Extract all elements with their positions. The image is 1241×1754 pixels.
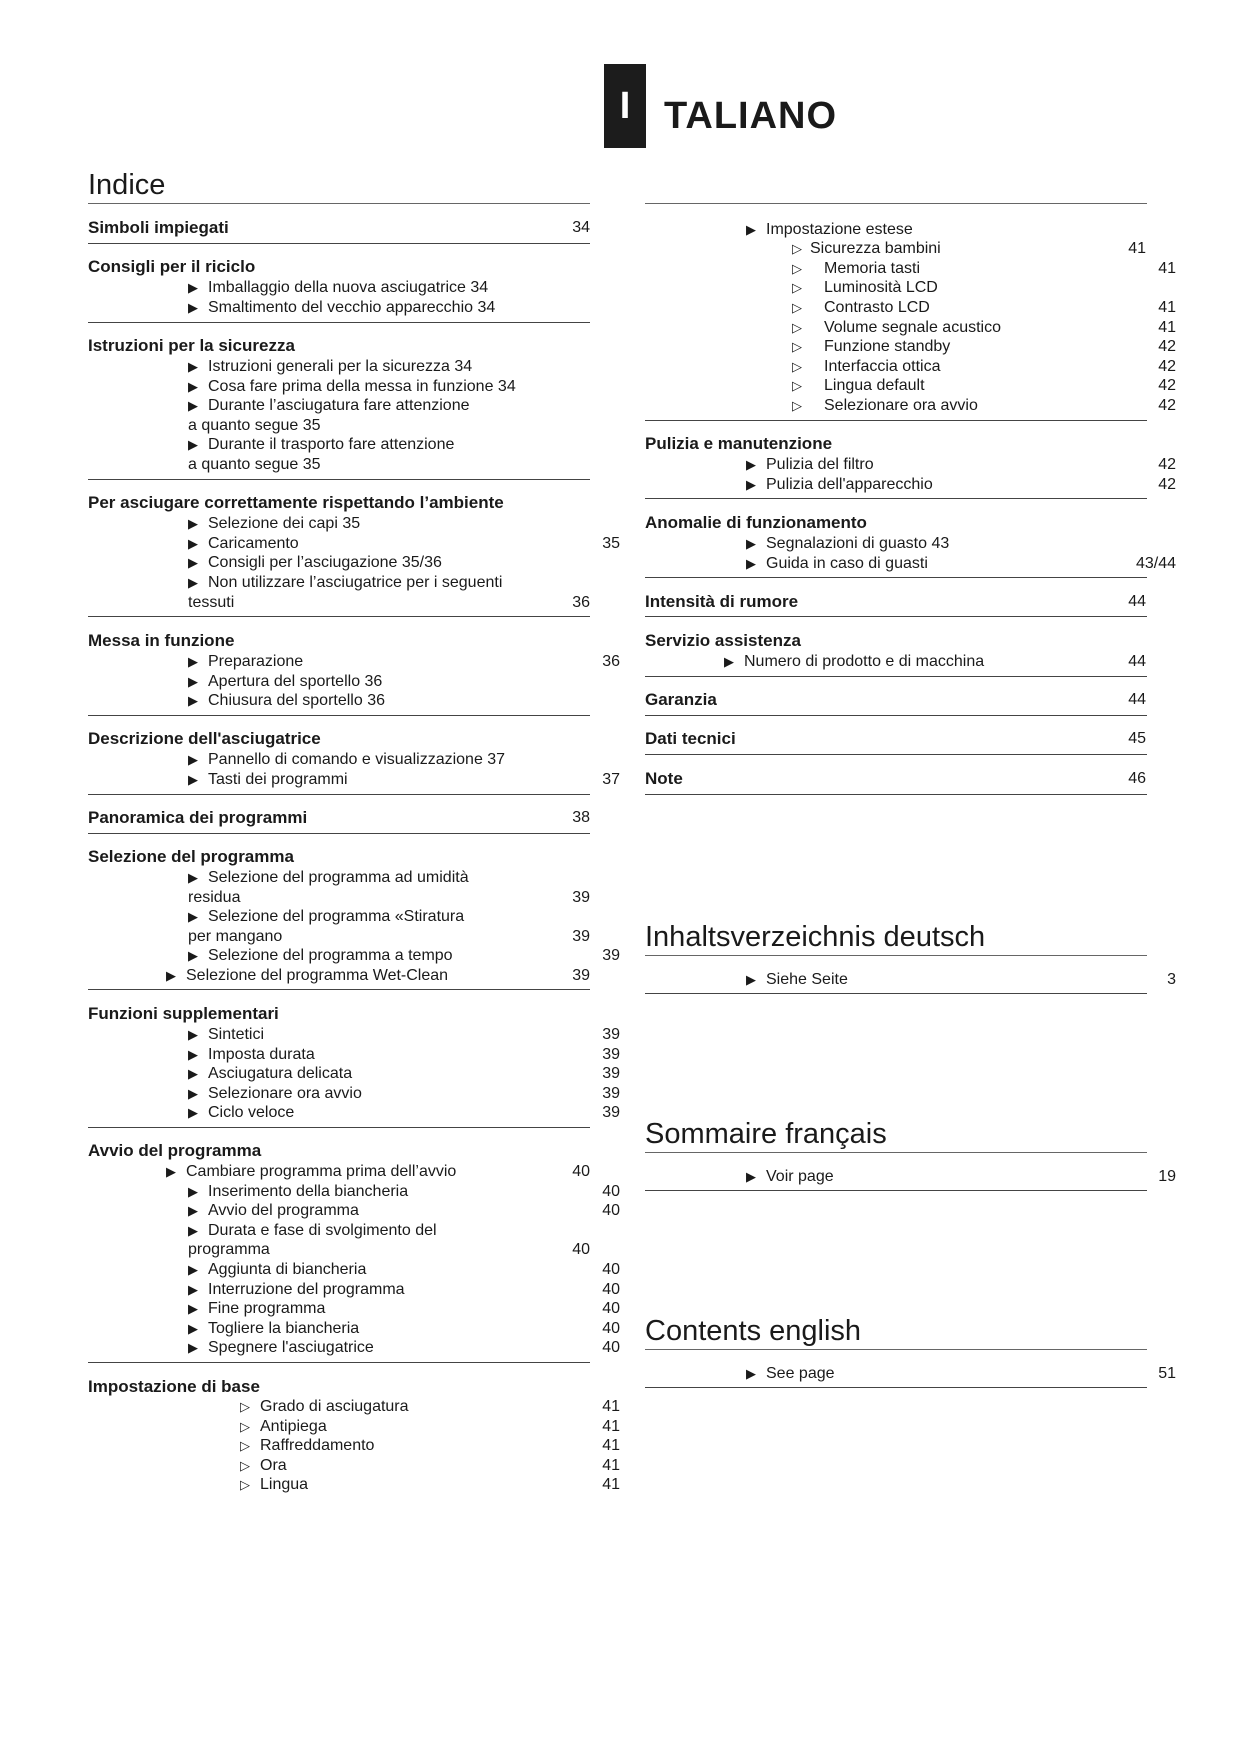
page-number: 39: [602, 1065, 620, 1082]
toc-item[interactable]: ▶ See page: [746, 1365, 835, 1382]
toc-item[interactable]: ▶ Spegnere l'asciugatrice: [188, 1339, 374, 1356]
toc-item[interactable]: ▶ Sintetici: [188, 1026, 265, 1043]
toc-item[interactable]: ▶ Cosa fare prima della messa in funzione 34: [188, 378, 516, 395]
divider: [645, 1190, 1147, 1191]
divider: [645, 1349, 1147, 1350]
toc-item[interactable]: ▶ Pannello di comando e visualizzazione 37: [188, 751, 506, 768]
page-number: 40: [602, 1281, 620, 1298]
toc-item[interactable]: ▶ Pulizia del filtro: [746, 456, 874, 473]
toc-item[interactable]: ▶ Pulizia dell'apparecchio: [746, 476, 933, 493]
play-icon: ▶: [746, 536, 756, 551]
page-number: 39: [602, 1026, 620, 1043]
page-number: 35: [602, 535, 620, 552]
toc-item[interactable]: ▷ Contrasto LCD: [792, 299, 930, 316]
play-icon: ▶: [188, 379, 198, 394]
open-triangle-icon: ▷: [792, 378, 802, 393]
divider: [645, 498, 1147, 499]
toc-item[interactable]: ▶ Inserimento della biancheria: [188, 1183, 409, 1200]
toc-item[interactable]: ▶ Aggiunta di biancheria: [188, 1261, 367, 1278]
toc-item[interactable]: ▶ Siehe Seite: [746, 971, 848, 988]
toc-section-title[interactable]: Note: [645, 769, 683, 788]
open-triangle-icon: ▷: [792, 339, 802, 354]
page-number: 38: [572, 809, 590, 826]
page-number: 40: [602, 1320, 620, 1337]
page-number: 42: [1158, 358, 1176, 375]
page-number: 44: [1128, 653, 1146, 670]
page-number: 40: [602, 1183, 620, 1200]
toc-section-title[interactable]: Dati tecnici: [645, 729, 736, 748]
toc-section-title[interactable]: Pulizia e manutenzione: [645, 434, 833, 453]
divider: [88, 833, 590, 834]
divider: [88, 1362, 590, 1363]
divider: [645, 203, 1147, 204]
toc-item[interactable]: ▶ Smaltimento del vecchio apparecchio 34: [188, 299, 496, 316]
toc-item[interactable]: ▶ Selezione dei capi 35: [188, 515, 361, 532]
toc-section-title[interactable]: Messa in funzione: [88, 631, 235, 650]
open-triangle-icon: ▷: [240, 1458, 250, 1473]
play-icon: ▶: [188, 693, 198, 708]
toc-item[interactable]: ▷ Antipiega: [240, 1418, 327, 1435]
toc-item[interactable]: ▶ Selezione del programma «Stiratura: [188, 908, 465, 925]
page-number: 36: [602, 653, 620, 670]
divider: [645, 616, 1147, 617]
page-number: 40: [602, 1261, 620, 1278]
toc-item[interactable]: ▶ Imposta durata: [188, 1046, 315, 1063]
toc-item[interactable]: ▶ Chiusura del sportello 36: [188, 692, 385, 709]
play-icon: ▶: [746, 972, 756, 987]
toc-section-title[interactable]: Servizio assistenza: [645, 631, 801, 650]
toc-item[interactable]: ▶ Durata e fase di svolgimento del: [188, 1222, 437, 1239]
page-number: 41: [602, 1476, 620, 1493]
toc-item[interactable]: ▷ Raffreddamento: [240, 1437, 375, 1454]
play-icon: ▶: [188, 575, 198, 590]
toc-item[interactable]: ▶ Selezione del programma Wet-Clean: [166, 967, 449, 984]
play-icon: ▶: [188, 359, 198, 374]
toc-item[interactable]: ▶ Voir page: [746, 1168, 834, 1185]
toc-item[interactable]: ▷ Sicurezza bambini: [792, 240, 941, 257]
page-number: 40: [602, 1202, 620, 1219]
divider: [88, 989, 590, 990]
toc-item[interactable]: ▶ Fine programma: [188, 1300, 326, 1317]
toc-section-title[interactable]: Per asciugare correttamente rispettando l’ambiente: [88, 493, 504, 512]
toc-section-title[interactable]: Garanzia: [645, 690, 717, 709]
play-icon: ▶: [188, 516, 198, 531]
open-triangle-icon: ▷: [240, 1399, 250, 1414]
language-title: TALIANO: [664, 95, 838, 137]
play-icon: ▶: [188, 1262, 198, 1277]
toc-section-title[interactable]: Simboli impiegati: [88, 218, 229, 237]
toc-item[interactable]: ▶ Caricamento: [188, 535, 299, 552]
page-number: 39: [602, 1104, 620, 1121]
toc-item-continued: programma: [188, 1241, 270, 1258]
toc-item[interactable]: ▶ Numero di prodotto e di macchina: [724, 653, 985, 670]
toc-section-title[interactable]: Anomalie di funzionamento: [645, 513, 867, 532]
section-heading-english: Contents english: [645, 1315, 862, 1347]
play-icon: ▶: [188, 1066, 198, 1081]
play-icon: ▶: [188, 772, 198, 787]
page-number: 41: [1158, 299, 1176, 316]
page-number: 44: [1128, 691, 1146, 708]
page-number: 40: [602, 1300, 620, 1317]
open-triangle-icon: ▷: [792, 359, 802, 374]
play-icon: ▶: [188, 1027, 198, 1042]
page-number: 42: [1158, 456, 1176, 473]
page-number: 42: [1158, 338, 1176, 355]
page-number: 39: [572, 967, 590, 984]
play-icon: ▶: [188, 654, 198, 669]
toc-section-title[interactable]: Selezione del programma: [88, 847, 294, 866]
toc-item[interactable]: ▶ Tasti dei programmi: [188, 771, 348, 788]
toc-item[interactable]: ▶ Avvio del programma: [188, 1202, 359, 1219]
toc-item[interactable]: ▷ Lingua default: [792, 377, 925, 394]
toc-item[interactable]: ▶ Asciugatura delicata: [188, 1065, 353, 1082]
toc-item[interactable]: ▶ Apertura del sportello 36: [188, 673, 383, 690]
play-icon: ▶: [188, 300, 198, 315]
toc-section-title[interactable]: Avvio del programma: [88, 1141, 262, 1160]
divider: [645, 577, 1147, 578]
toc-item[interactable]: ▷ Grado di asciugatura: [240, 1398, 409, 1415]
open-triangle-icon: ▷: [792, 398, 802, 413]
play-icon: ▶: [188, 1340, 198, 1355]
open-triangle-icon: ▷: [792, 261, 802, 276]
divider: [88, 1127, 590, 1128]
play-icon: ▶: [188, 536, 198, 551]
toc-item[interactable]: ▷ Memoria tasti: [792, 260, 921, 277]
page-number: 39: [572, 928, 590, 945]
page-number: 43/44: [1135, 555, 1176, 572]
divider: [88, 794, 590, 795]
toc-item[interactable]: ▷ Funzione standby: [792, 338, 951, 355]
toc-section-title[interactable]: Impostazione di base: [88, 1377, 260, 1396]
play-icon: ▶: [188, 1203, 198, 1218]
toc-item[interactable]: ▶ Durante il trasporto fare attenzione: [188, 436, 455, 453]
page-number: 41: [1158, 260, 1176, 277]
page-number: 46: [1128, 770, 1146, 787]
play-icon: ▶: [188, 555, 198, 570]
play-icon: ▶: [188, 398, 198, 413]
play-icon: ▶: [188, 1086, 198, 1101]
divider: [88, 715, 590, 716]
page-title: Indice: [88, 169, 166, 201]
page-number: 40: [602, 1339, 620, 1356]
section-heading-deutsch: Inhaltsverzeichnis deutsch: [645, 921, 986, 953]
play-icon: ▶: [746, 457, 756, 472]
toc-section-title[interactable]: Intensità di rumore: [645, 592, 799, 611]
page-number: 34: [572, 219, 590, 236]
toc-section-title[interactable]: Funzioni supplementari: [88, 1004, 279, 1023]
divider: [645, 715, 1147, 716]
page-number: 42: [1158, 397, 1176, 414]
toc-item[interactable]: ▶ Impostazione estese: [746, 221, 913, 238]
play-icon: ▶: [188, 674, 198, 689]
page-number: 51: [1158, 1365, 1176, 1382]
toc-item[interactable]: ▶ Ciclo veloce: [188, 1104, 295, 1121]
divider: [645, 676, 1147, 677]
toc-item[interactable]: ▶ Segnalazioni di guasto 43: [746, 535, 950, 552]
play-icon: ▶: [746, 1366, 756, 1381]
play-icon: ▶: [188, 280, 198, 295]
play-icon: ▶: [746, 222, 756, 237]
toc-item-continued: per mangano: [188, 928, 283, 945]
toc-item-continued: a quanto segue 35: [188, 456, 321, 473]
toc-item[interactable]: ▶ Selezione del programma ad umidità: [188, 869, 469, 886]
toc-item[interactable]: ▷ Interfaccia ottica: [792, 358, 941, 375]
toc-item[interactable]: ▶ Selezione del programma a tempo: [188, 947, 453, 964]
play-icon: ▶: [188, 437, 198, 452]
toc-section-title[interactable]: Istruzioni per la sicurezza: [88, 336, 295, 355]
toc-item[interactable]: ▷ Luminosità LCD: [792, 279, 938, 296]
play-icon: ▶: [166, 1164, 176, 1179]
toc-item[interactable]: ▶ Selezionare ora avvio: [188, 1085, 362, 1102]
toc-item[interactable]: ▶ Istruzioni generali per la sicurezza 34: [188, 358, 473, 375]
page-number: 42: [1158, 476, 1176, 493]
open-triangle-icon: ▷: [240, 1477, 250, 1492]
play-icon: ▶: [746, 1169, 756, 1184]
play-icon: ▶: [188, 909, 198, 924]
divider: [88, 243, 590, 244]
toc-item[interactable]: ▶ Interruzione del programma: [188, 1281, 405, 1298]
toc-item[interactable]: ▷ Lingua: [240, 1476, 309, 1493]
toc-item[interactable]: ▶ Togliere la biancheria: [188, 1320, 360, 1337]
open-triangle-icon: ▷: [792, 280, 802, 295]
page-number: 19: [1158, 1168, 1176, 1185]
toc-item[interactable]: ▷ Volume segnale acustico: [792, 319, 1001, 336]
open-triangle-icon: ▷: [792, 320, 802, 335]
page-number: 41: [602, 1418, 620, 1435]
page-number: 36: [572, 594, 590, 611]
toc-section-title[interactable]: Panoramica dei programmi: [88, 808, 308, 827]
divider: [645, 420, 1147, 421]
toc-section-title[interactable]: Descrizione dell'asciugatrice: [88, 729, 321, 748]
toc-item[interactable]: ▷ Selezionare ora avvio: [792, 397, 978, 414]
play-icon: ▶: [188, 948, 198, 963]
toc-section-title[interactable]: Consigli per il riciclo: [88, 257, 256, 276]
open-triangle-icon: ▷: [240, 1419, 250, 1434]
page-number: 41: [1158, 319, 1176, 336]
page-number: 41: [1128, 240, 1146, 257]
page-number: 39: [572, 889, 590, 906]
play-icon: ▶: [188, 1047, 198, 1062]
divider: [88, 203, 590, 204]
toc-item[interactable]: ▶ Cambiare programma prima dell’avvio: [166, 1163, 457, 1180]
section-heading-francais: Sommaire français: [645, 1118, 887, 1150]
page-number: 39: [602, 947, 620, 964]
play-icon: ▶: [188, 1184, 198, 1199]
play-icon: ▶: [188, 1105, 198, 1120]
toc-item[interactable]: ▶ Guida in caso di guasti: [746, 555, 928, 572]
page-number: 42: [1158, 377, 1176, 394]
open-triangle-icon: ▷: [792, 300, 802, 315]
language-letter-block: I: [604, 64, 646, 148]
play-icon: ▶: [724, 654, 734, 669]
page-number: 45: [1128, 730, 1146, 747]
toc-item-continued: tessuti: [188, 594, 235, 611]
page-number: 37: [602, 771, 620, 788]
divider: [645, 1387, 1147, 1388]
toc-item[interactable]: ▶ Non utilizzare l’asciugatrice per i seguenti: [188, 574, 503, 591]
page-number: 39: [602, 1085, 620, 1102]
divider: [88, 322, 590, 323]
divider: [645, 754, 1147, 755]
play-icon: ▶: [188, 1301, 198, 1316]
toc-item[interactable]: ▶ Imballaggio della nuova asciugatrice 34: [188, 279, 489, 296]
page-number: 40: [572, 1163, 590, 1180]
toc-item[interactable]: ▶ Durante l’asciugatura fare attenzione: [188, 397, 470, 414]
toc-item-continued: a quanto segue 35: [188, 417, 321, 434]
page-number: 41: [602, 1457, 620, 1474]
page-number: 41: [602, 1398, 620, 1415]
divider: [645, 794, 1147, 795]
toc-item[interactable]: ▶ Consigli per l’asciugazione 35/36: [188, 554, 442, 571]
page-number: 44: [1128, 593, 1146, 610]
divider: [645, 955, 1147, 956]
open-triangle-icon: ▷: [792, 241, 802, 256]
toc-item[interactable]: ▶ Preparazione: [188, 653, 304, 670]
divider: [645, 1152, 1147, 1153]
divider: [645, 993, 1147, 994]
play-icon: ▶: [746, 477, 756, 492]
toc-item[interactable]: ▷ Ora: [240, 1457, 287, 1474]
play-icon: ▶: [746, 556, 756, 571]
open-triangle-icon: ▷: [240, 1438, 250, 1453]
play-icon: ▶: [166, 968, 176, 983]
page-number: 39: [602, 1046, 620, 1063]
divider: [88, 479, 590, 480]
play-icon: ▶: [188, 1282, 198, 1297]
play-icon: ▶: [188, 1321, 198, 1336]
page-number: 41: [602, 1437, 620, 1454]
play-icon: ▶: [188, 752, 198, 767]
play-icon: ▶: [188, 870, 198, 885]
play-icon: ▶: [188, 1223, 198, 1238]
toc-item-continued: residua: [188, 889, 241, 906]
page-number: 40: [572, 1241, 590, 1258]
divider: [88, 616, 590, 617]
page-number: 3: [1167, 971, 1176, 988]
